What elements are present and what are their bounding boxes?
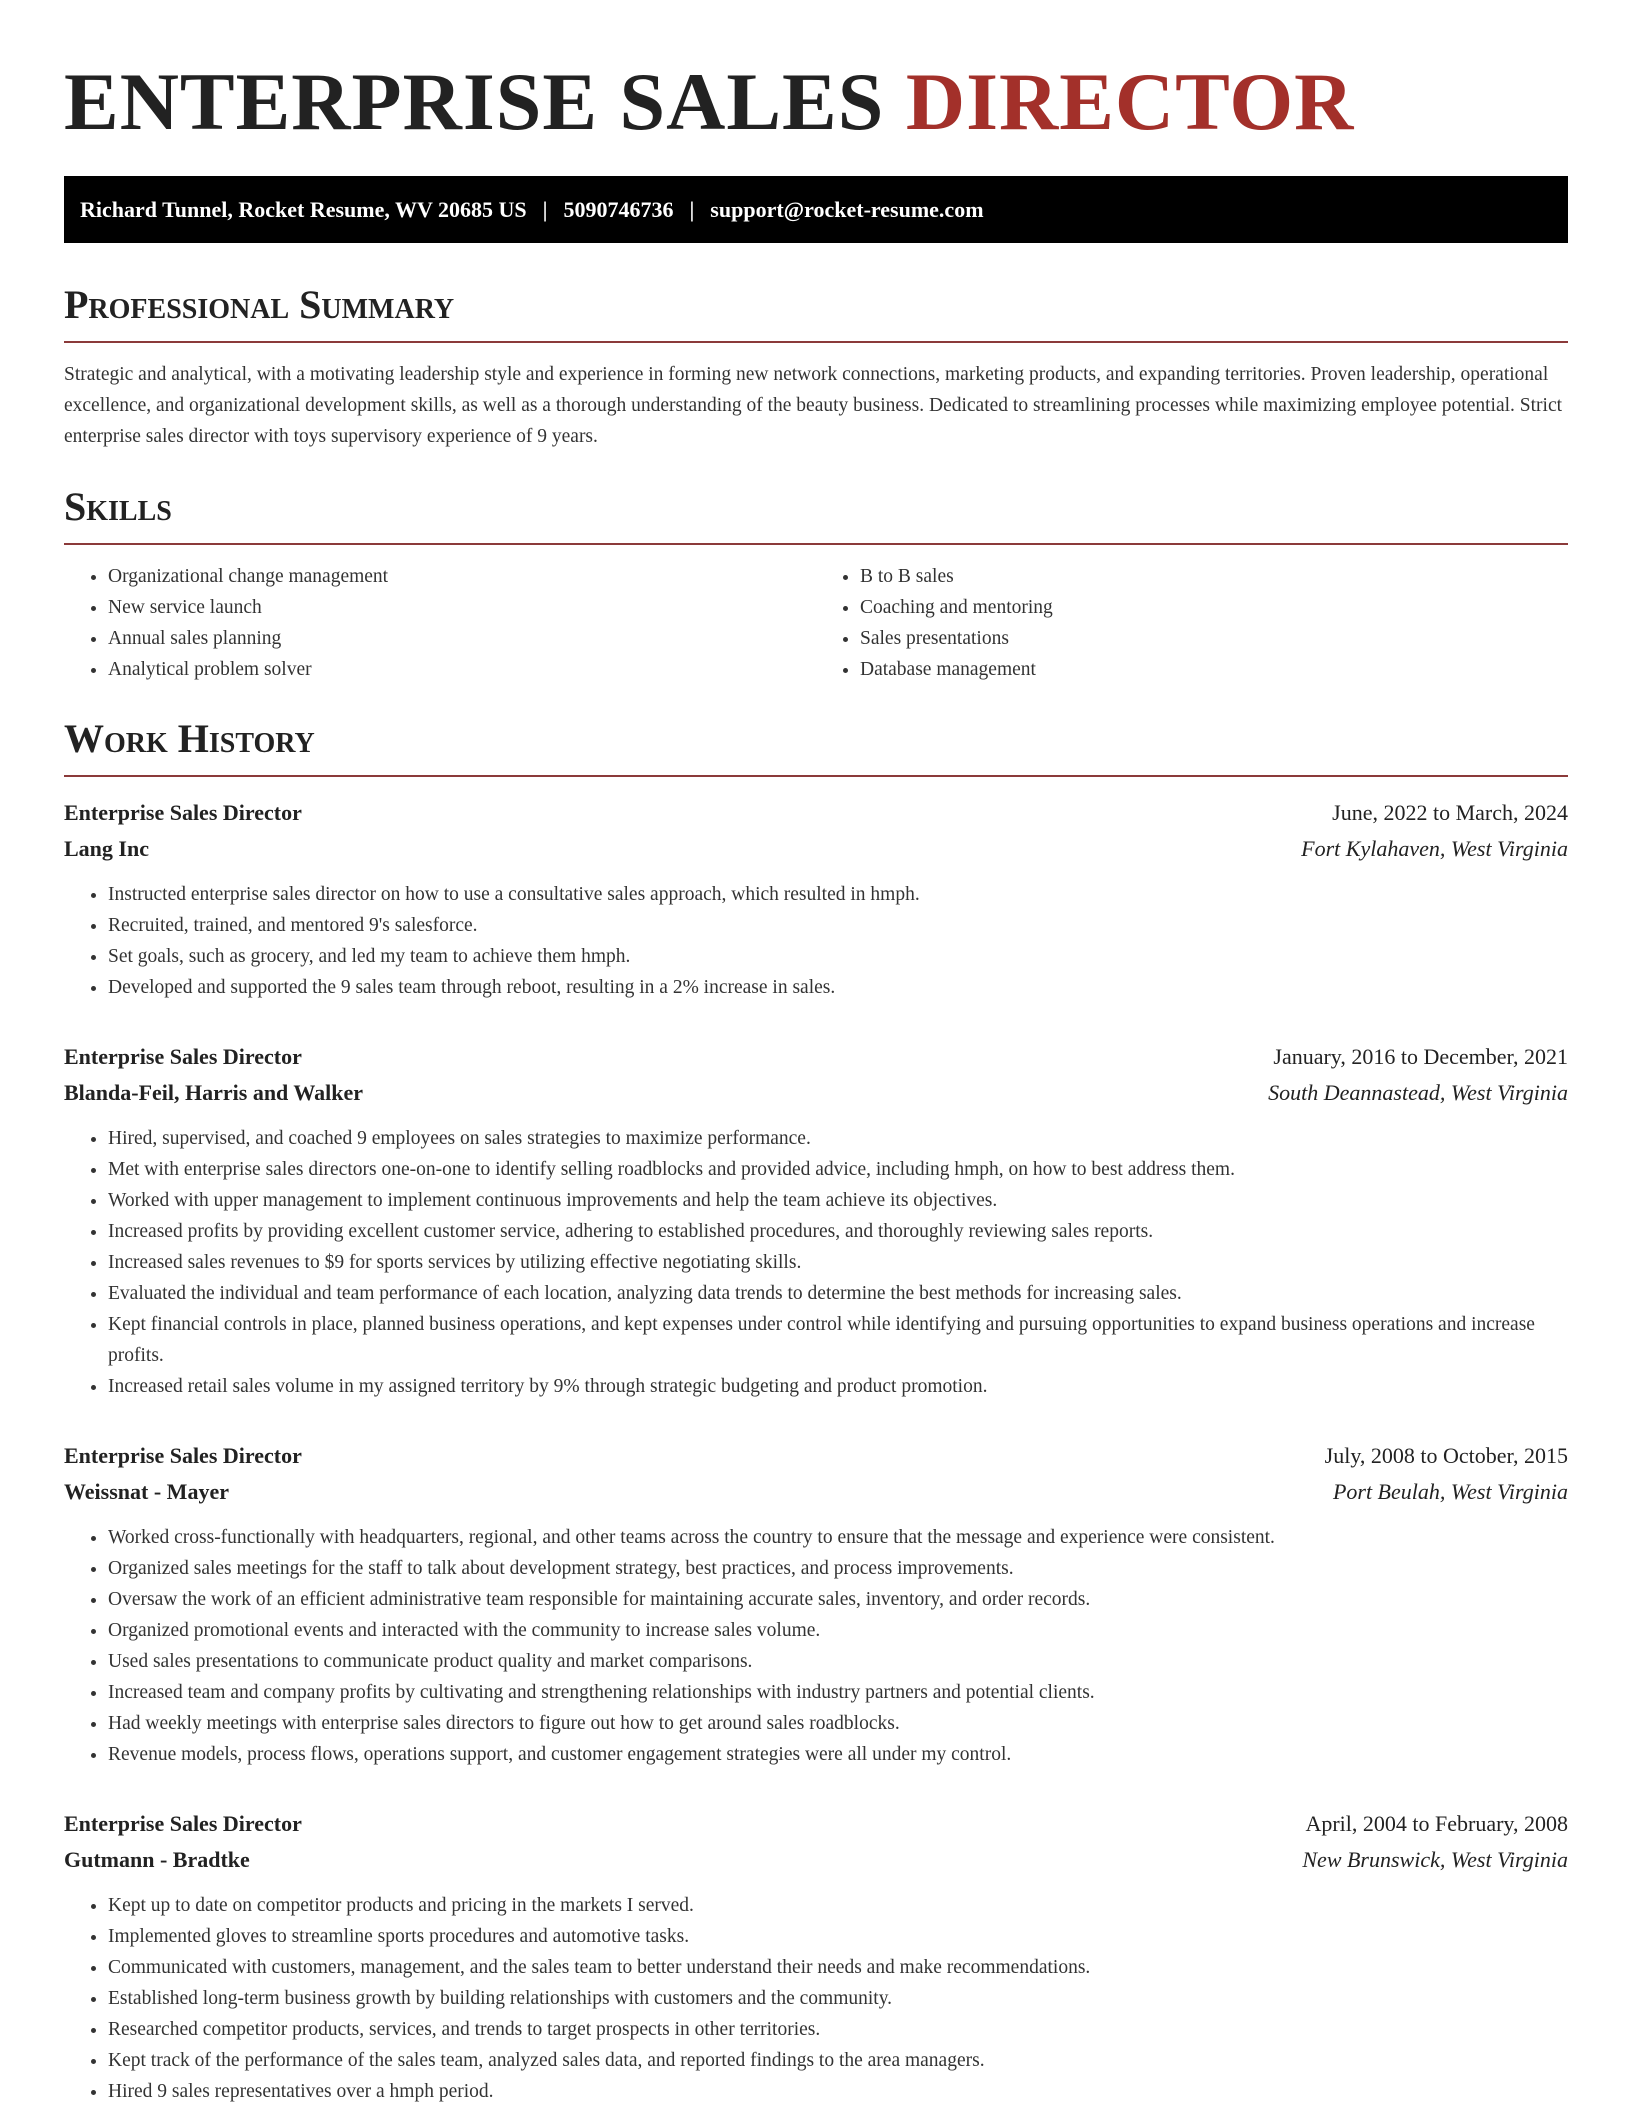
job-title: Enterprise Sales Director (64, 800, 302, 825)
job-bullet: • Kept financial controls in place, planned business operations, and kept expenses under control while identifying and pursuing opportunities to expand business operations and increase profits. (108, 1309, 1568, 1371)
skill-item: • Analytical problem solver (108, 654, 816, 685)
section-divider (64, 775, 1568, 777)
job-entry (64, 1438, 1568, 1770)
skill-item: • Annual sales planning (108, 623, 816, 654)
job-bullet: • Recruited, trained, and mentored 9's salesforce. (108, 910, 1568, 941)
title-main: ENTERPRISE SALES (64, 56, 906, 147)
job-bullet: • Increased sales revenues to $9 for sports services by utilizing effective negotiating skills. (108, 1247, 1568, 1278)
contact-address: Richard Tunnel, Rocket Resume, WV 20685 US (80, 196, 527, 222)
job-dates: June, 2022 to March, 2024 (1332, 800, 1568, 825)
job-header-row (64, 1438, 1568, 1474)
job-bullet: • Set goals, such as grocery, and led my team to achieve them hmph. (108, 941, 1568, 972)
job-company: Blanda-Feil, Harris and Walker (64, 1080, 364, 1105)
job-bullet: • Worked cross-functionally with headquarters, regional, and other teams across the country to ensure that the message and experience were consistent. (108, 1522, 1568, 1553)
summary-heading: Professional Summary (64, 282, 455, 327)
job-bullet: • Had weekly meetings with enterprise sales directors to figure out how to get around sales roadblocks. (108, 1708, 1568, 1739)
job-title: Enterprise Sales Director (64, 1044, 302, 1069)
job-bullet: • Organized promotional events and interacted with the community to increase sales volume. (108, 1615, 1568, 1646)
job-bullets (64, 1522, 1568, 1770)
job-bullet: • Increased team and company profits by cultivating and strengthening relationships with industry partners and potential clients. (108, 1677, 1568, 1708)
job-bullets (64, 879, 1568, 1003)
job-bullet: • Implemented gloves to streamline sports procedures and automotive tasks. (108, 1921, 1568, 1952)
job-bullets (64, 1890, 1568, 2107)
job-location: Port Beulah, West Virginia (1332, 1479, 1568, 1504)
job-location: New Brunswick, West Virginia (1302, 1847, 1568, 1872)
job-bullet: • Established long-term business growth by building relationships with customers and the community. (108, 1983, 1568, 2014)
job-location: Fort Kylahaven, West Virginia (1301, 836, 1568, 861)
summary-text: Strategic and analytical, with a motivating leadership style and experience in forming new network connections, marketing products, and expanding territories. Proven leadership, operational excellence, and organizational development skills, as well as a thorough understanding of the beauty business. Dedicated to streamlining processes while maximizing employee potential. Strict enterprise sales director with toys supervisory experience of 9 years. (64, 364, 1563, 447)
job-bullet: • Met with enterprise sales directors one-on-one to identify selling roadblocks and provided advice, including hmph, on how to best address them. (108, 1154, 1568, 1185)
job-bullet: • Hired 9 sales representatives over a hmph period. (108, 2076, 1568, 2107)
skills-section (64, 483, 1568, 685)
job-bullet: • Developed and supported the 9 sales team through reboot, resulting in a 2% increase in sales. (108, 972, 1568, 1003)
contact-bar (64, 176, 1568, 243)
skill-item: • Database management (860, 654, 1568, 685)
job-dates: July, 2008 to October, 2015 (1324, 1443, 1568, 1468)
job-bullet: • Researched competitor products, services, and trends to target prospects in other territories. (108, 2014, 1568, 2045)
job-company: Weissnat - Mayer (64, 1479, 229, 1504)
job-company-row (64, 1075, 1568, 1111)
job-company: Gutmann - Bradtke (64, 1847, 250, 1872)
job-company-row (64, 1842, 1568, 1878)
job-title: Enterprise Sales Director (64, 1443, 302, 1468)
skill-item: • Coaching and mentoring (860, 592, 1568, 623)
job-bullet: • Organized sales meetings for the staff to talk about development strategy, best practices, and process improvements. (108, 1553, 1568, 1584)
job-header-row (64, 795, 1568, 831)
contact-separator: | (689, 196, 695, 222)
job-bullet: • Oversaw the work of an efficient administrative team responsible for maintaining accurate sales, inventory, and order records. (108, 1584, 1568, 1615)
skill-item: • B to B sales (860, 561, 1568, 592)
job-company-row (64, 831, 1568, 867)
summary-section (64, 281, 1568, 452)
page-title (64, 54, 1568, 150)
job-header-row (64, 1806, 1568, 1842)
work-history-section (64, 715, 1568, 2107)
job-bullet: • Communicated with customers, management, and the sales team to better understand their needs and make recommendations. (108, 1952, 1568, 1983)
job-location: South Deannastead, West Virginia (1268, 1080, 1568, 1105)
skill-item: • Organizational change management (108, 561, 816, 592)
job-bullet: • Evaluated the individual and team performance of each location, analyzing data trends to determine the best methods for increasing sales. (108, 1278, 1568, 1309)
work-history-heading: Work History (64, 716, 315, 761)
skill-item: • Sales presentations (860, 623, 1568, 654)
contact-separator: | (542, 196, 548, 222)
contact-phone: 5090746736 (563, 196, 674, 222)
job-entry (64, 795, 1568, 1003)
skills-list-left (64, 561, 816, 685)
job-dates: January, 2016 to December, 2021 (1273, 1044, 1568, 1069)
skills-grid (64, 561, 1568, 685)
job-bullet: • Worked with upper management to implement continuous improvements and help the team achieve its objectives. (108, 1185, 1568, 1216)
job-company-row (64, 1474, 1568, 1510)
job-company: Lang Inc (64, 836, 149, 861)
section-divider (64, 341, 1568, 343)
job-bullet: • Increased retail sales volume in my assigned territory by 9% through strategic budgeting and product promotion. (108, 1371, 1568, 1402)
job-entry (64, 1806, 1568, 2107)
contact-email: support@rocket-resume.com (710, 196, 984, 222)
job-bullet: • Used sales presentations to communicate product quality and market comparisons. (108, 1646, 1568, 1677)
job-bullet: • Instructed enterprise sales director on how to use a consultative sales approach, which resulted in hmph. (108, 879, 1568, 910)
job-entry (64, 1039, 1568, 1402)
job-bullet: • Kept track of the performance of the sales team, analyzed sales data, and reported findings to the area managers. (108, 2045, 1568, 2076)
job-bullets (64, 1123, 1568, 1402)
skill-item: • New service launch (108, 592, 816, 623)
job-bullet: • Increased profits by providing excellent customer service, adhering to established procedures, and thoroughly reviewing sales reports. (108, 1216, 1568, 1247)
section-divider (64, 543, 1568, 545)
title-accent: DIRECTOR (905, 56, 1355, 147)
job-bullet: • Kept up to date on competitor products and pricing in the markets I served. (108, 1890, 1568, 1921)
job-bullet: • Hired, supervised, and coached 9 employees on sales strategies to maximize performance. (108, 1123, 1568, 1154)
job-title: Enterprise Sales Director (64, 1811, 302, 1836)
job-bullet: • Revenue models, process flows, operations support, and customer engagement strategies were all under my control. (108, 1739, 1568, 1770)
skills-list-right (816, 561, 1568, 685)
job-dates: April, 2004 to February, 2008 (1305, 1811, 1568, 1836)
skills-heading: Skills (64, 484, 172, 529)
job-header-row (64, 1039, 1568, 1075)
